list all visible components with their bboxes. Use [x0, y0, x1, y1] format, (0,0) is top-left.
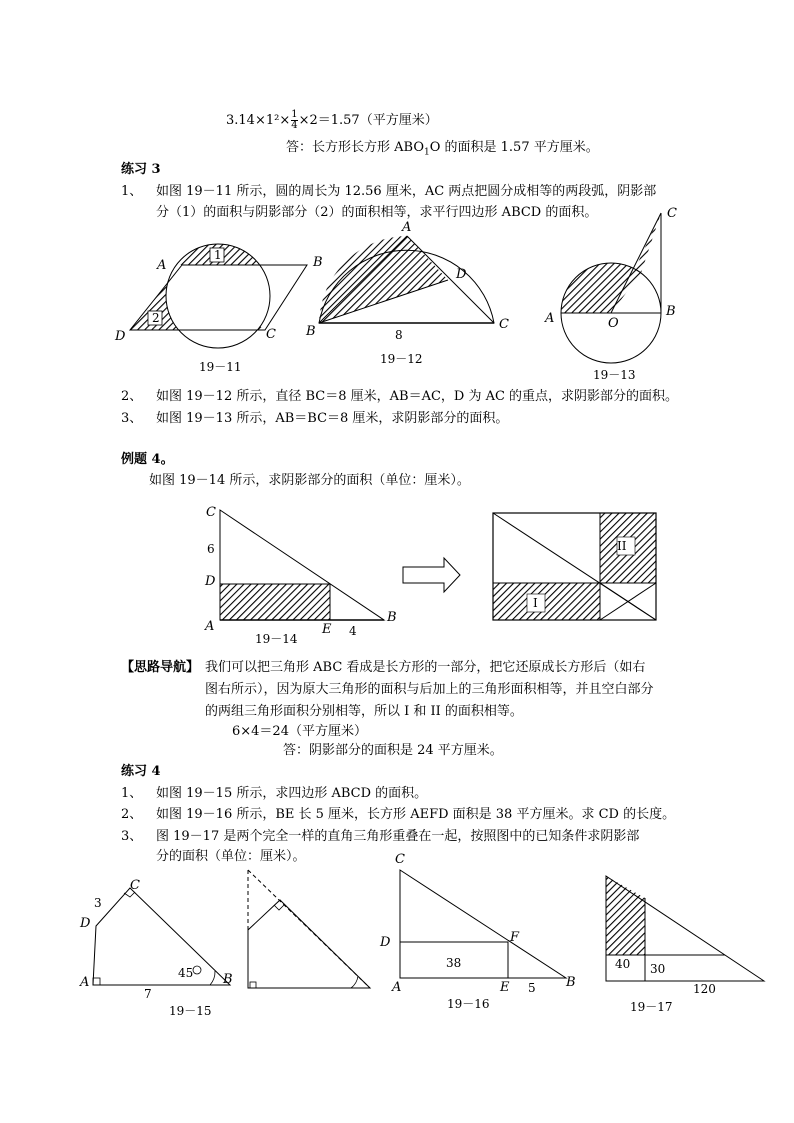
- fig14-length-6: 6: [207, 542, 215, 556]
- shaded-region-19-12: [319, 236, 448, 323]
- practice-4-item-3-line-2: 分的面积（单位：厘米）。: [156, 849, 306, 864]
- fig14-label-a: A: [205, 619, 215, 634]
- fig12-caption: 19－12: [380, 352, 423, 366]
- fig14-label-c: C: [206, 505, 216, 520]
- practice-4-title: 练习 4: [121, 764, 161, 779]
- fig11-region-1-label: 1: [214, 248, 222, 262]
- figure-19-14: [220, 510, 384, 620]
- fig11-label-b: B: [313, 255, 323, 270]
- fig15-length-7: 7: [144, 987, 152, 1001]
- fig16-label-a: A: [392, 980, 402, 995]
- fig14-label-b: B: [387, 610, 397, 625]
- fig11-label-d: D: [115, 329, 126, 344]
- fig14-region-i-label: I: [533, 596, 538, 610]
- fig12-label-c: C: [499, 317, 509, 332]
- practice-3-item-2: 如图 19－12 所示，直径 BC＝8 厘米，AB＝AC，D 为 AC 的重点，求阴影部分的面积。: [156, 389, 679, 404]
- fig11-region-2-label: 2: [152, 311, 160, 325]
- figure-19-15-construction: [248, 870, 370, 988]
- fig16-caption: 19－16: [447, 997, 490, 1011]
- practice-4-item-2-number: 2、: [121, 807, 143, 822]
- fig16-label-f: F: [510, 930, 520, 945]
- fig16-area-38: 38: [446, 956, 462, 970]
- fig16-label-b: B: [566, 975, 576, 990]
- fig17-caption: 19－17: [630, 1000, 673, 1014]
- fig11-caption: 19－11: [199, 360, 242, 374]
- figure-19-14-rectangle: [493, 513, 656, 620]
- practice-4-item-3-line-1: 图 19－17 是两个完全一样的直角三角形重叠在一起，按照图中的已知条件求阴影部: [156, 829, 640, 844]
- figure-19-12: [319, 236, 494, 323]
- figure-19-13: [561, 213, 661, 363]
- practice-4-item-2: 如图 19－16 所示，BE 长 5 厘米，长方形 AEFD 面积是 38 平方厘米。求 CD 的长度。: [156, 807, 676, 822]
- guide-line-2: 图右所示），因为原大三角形的面积与后加上的三角形面积相等，并且空白部分: [205, 682, 654, 697]
- fig16-label-c: C: [395, 852, 405, 867]
- guide-tag: 【思路导航】: [121, 660, 200, 675]
- fig17-length-40: 40: [615, 957, 631, 971]
- practice-3-item-1-line-2: 分（1）的面积与阴影部分（2）的面积相等，求平行四边形 ABCD 的面积。: [156, 205, 598, 220]
- practice-3-item-3-number: 3、: [121, 411, 143, 426]
- fig12-length-label: 8: [395, 328, 403, 342]
- fig15-length-3: 3: [94, 896, 102, 910]
- fig13-label-a: A: [545, 311, 555, 326]
- practice-3-item-3: 如图 19－13 所示，AB＝BC＝8 厘米，求阴影部分的面积。: [156, 411, 509, 426]
- fig15-label-d: D: [80, 916, 91, 931]
- guide-line-3: 的两组三角形面积分别相等，所以 I 和 II 的面积相等。: [205, 704, 523, 719]
- fig14-region-ii-label: II: [617, 539, 627, 553]
- practice-4-item-3-number: 3、: [121, 829, 143, 844]
- fig15-angle-45: 45: [178, 966, 194, 980]
- fig11-label-c: C: [266, 327, 276, 342]
- fig12-label-d: D: [456, 267, 467, 282]
- fig14-label-e: E: [322, 622, 332, 637]
- fig16-length-5: 5: [528, 981, 536, 995]
- fig12-label-b: B: [306, 324, 316, 339]
- fig13-label-c: C: [667, 206, 677, 221]
- practice-4-item-1-number: 1、: [121, 786, 143, 801]
- figure-19-16: [400, 870, 566, 978]
- fig14-caption: 19－14: [255, 632, 298, 646]
- fig17-length-120: 120: [693, 982, 716, 996]
- fig16-label-d: D: [380, 935, 391, 950]
- answer-1: 答：长方形长方形 $ABO_1O$ 的面积是 1.57 平方厘米。: [286, 140, 599, 158]
- guide-answer: 答：阴影部分的面积是 24 平方厘米。: [283, 743, 503, 758]
- right-arrow-icon: [403, 558, 460, 592]
- figure-19-11: [130, 213, 307, 348]
- fig15-label-a: A: [80, 975, 90, 990]
- fig17-length-30: 30: [650, 962, 666, 976]
- fig15-label-b: B: [223, 972, 233, 987]
- fig16-label-e: E: [500, 980, 510, 995]
- practice-4-item-1: 如图 19－15 所示，求四边形 ABCD 的面积。: [156, 786, 428, 801]
- fig13-label-b: B: [666, 304, 676, 319]
- example-4-title: 例题 4。: [121, 452, 174, 467]
- practice-3-item-2-number: 2、: [121, 389, 143, 404]
- guide-line-1: 我们可以把三角形 ABC 看成是长方形的一部分，把它还原成长方形后（如右: [205, 660, 646, 675]
- practice-3-item-1-line-1: 如图 19－11 所示，圆的周长为 12.56 厘米，AC 两点把圆分成相等的两段弧，阴影部: [156, 184, 657, 199]
- fig14-length-4: 4: [349, 624, 357, 638]
- fig13-caption: 19－13: [593, 368, 636, 382]
- fig15-caption: 19－15: [169, 1004, 212, 1018]
- fig12-label-a: A: [402, 220, 412, 235]
- practice-3-item-1-number: 1、: [121, 184, 143, 199]
- fig11-label-a: A: [157, 258, 167, 273]
- fig14-label-d: D: [205, 574, 216, 589]
- fig13-label-o: O: [608, 316, 619, 331]
- example-4-question: 如图 19－14 所示，求阴影部分的面积（单位：厘米）。: [149, 473, 470, 488]
- shaded-region-19-17: [606, 876, 645, 955]
- guide-calculation: 6×4＝24（平方厘米）: [232, 724, 367, 739]
- fig15-label-c: C: [130, 878, 140, 893]
- figure-19-15: [93, 888, 230, 985]
- practice-3-title: 练习 3: [121, 162, 161, 177]
- calculation-1: 3.14×1²× $\frac{1}{4}$ ×2＝1.57（平方厘米）: [226, 109, 438, 131]
